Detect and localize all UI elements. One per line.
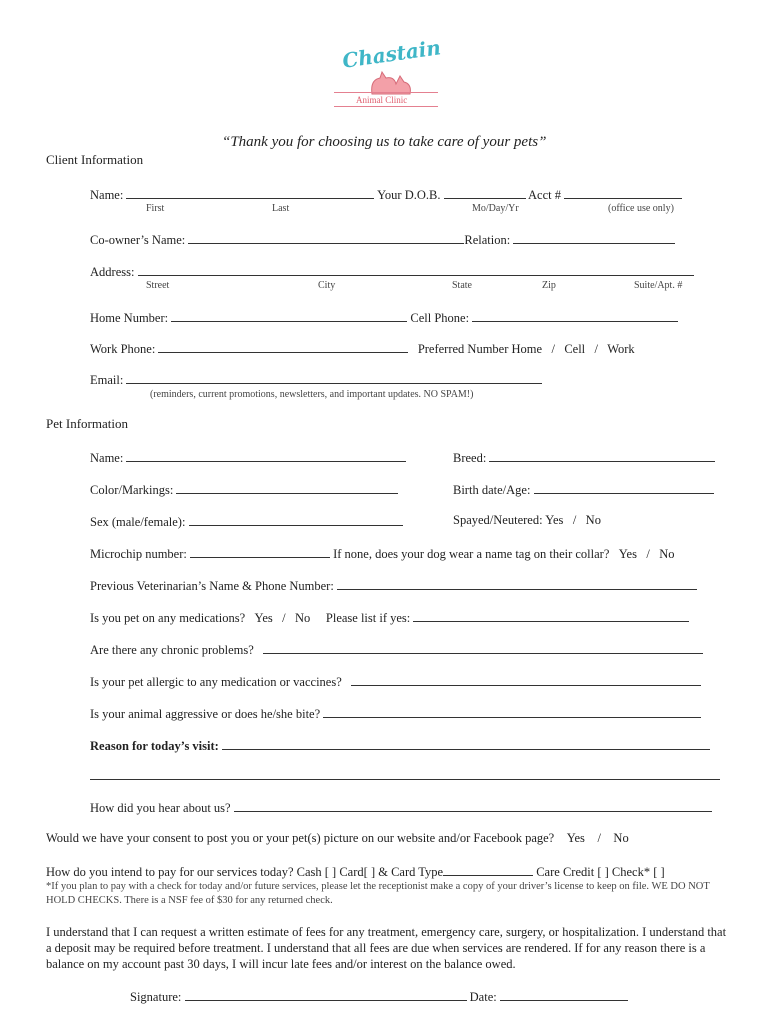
breed-row	[453, 449, 715, 466]
logo-rule	[334, 92, 438, 93]
check-checkbox[interactable]: [ ]	[653, 865, 665, 879]
cat-dog-icon	[366, 68, 416, 98]
cell-label: Cell Phone:	[410, 311, 470, 325]
home-label: Home Number:	[90, 311, 169, 325]
logo-subtitle: Animal Clinic	[356, 95, 408, 105]
payment-question: How do you intend to pay for our services today?	[46, 865, 294, 879]
pref-slash-1: /	[551, 342, 555, 356]
zip-hint: Zip	[542, 280, 556, 291]
card-label: Card	[339, 865, 364, 879]
meds-row	[90, 609, 689, 626]
relation-label: Relation:	[464, 233, 511, 247]
coowner-row	[90, 231, 675, 248]
color-field[interactable]	[176, 481, 398, 494]
spayed-row	[453, 513, 601, 528]
pet-heading: Pet Information	[46, 416, 128, 431]
pet-name-field[interactable]	[126, 449, 406, 462]
allergic-row	[90, 673, 701, 690]
check-label: Check*	[611, 865, 651, 879]
spayed-yes[interactable]: Yes	[545, 513, 564, 527]
meds-no[interactable]: No	[294, 611, 311, 625]
color-row	[90, 481, 398, 498]
consent-yes[interactable]: Yes	[566, 831, 585, 845]
consent-slash: /	[597, 831, 601, 845]
nametag-yes[interactable]: Yes	[618, 547, 637, 561]
chronic-field[interactable]	[263, 641, 703, 654]
first-hint: First	[146, 203, 165, 214]
meds-question: Is you pet on any medications?	[90, 611, 246, 625]
street-hint: Street	[146, 280, 170, 291]
chronic-row	[90, 641, 703, 658]
allergic-question: Is your pet allergic to any medication or vaccines?	[90, 675, 342, 689]
color-label: Color/Markings:	[90, 483, 174, 497]
consent-no[interactable]: No	[613, 831, 629, 845]
agreement-text: I understand that I can request a written estimate of fees for any treatment, emergency care, surgery, or hospitalization. I understand that a deposit may be required before treatment. I understand that all fees are due when services are rendered. If for any reason there is a balance on my account past 30 days, I will incur late fees and/or interest on the balance owed.	[46, 925, 727, 971]
meds-list-field[interactable]	[413, 609, 689, 622]
nametag-question: If none, does your dog wear a name tag on their collar?	[333, 547, 610, 561]
meds-slash: /	[282, 611, 286, 625]
work-label: Work Phone:	[90, 342, 156, 356]
nametag-slash: /	[646, 547, 650, 561]
email-row	[90, 371, 542, 388]
prev-vet-field[interactable]	[337, 577, 697, 590]
cell-field[interactable]	[472, 309, 678, 322]
care-credit-checkbox[interactable]: [ ]	[597, 865, 609, 879]
pet-name-row	[90, 449, 406, 466]
sex-field[interactable]	[189, 513, 403, 526]
card-type-field[interactable]	[443, 863, 533, 876]
clinic-logo	[330, 35, 443, 108]
email-field[interactable]	[126, 371, 542, 384]
birth-label: Birth date/Age:	[453, 483, 531, 497]
cash-label: Cash	[296, 865, 322, 879]
address-row	[90, 263, 694, 280]
care-credit-label: Care Credit	[536, 865, 595, 879]
cash-checkbox[interactable]: [ ]	[324, 865, 337, 879]
last-hint: Last	[272, 203, 290, 214]
email-note: (reminders, current promotions, newsletters, and important updates. NO SPAM!)	[150, 389, 474, 400]
name-label: Name:	[90, 188, 124, 202]
hear-label: How did you hear about us?	[90, 801, 231, 815]
pref-work[interactable]: Work	[607, 342, 635, 356]
logo-rule-bottom	[334, 106, 438, 107]
suite-hint: Suite/Apt. #	[634, 280, 683, 291]
headline: “Thank you for choosing us to take care of your pets”	[222, 134, 547, 150]
date-field[interactable]	[500, 988, 628, 1001]
pref-cell[interactable]: Cell	[564, 342, 586, 356]
meds-yes[interactable]: Yes	[254, 611, 273, 625]
dob-hint: Mo/Day/Yr	[472, 203, 519, 214]
spayed-label: Spayed/Neutered:	[453, 513, 543, 527]
consent-question: Would we have your consent to post you or your pet(s) picture on our website and/or Facebook page?	[46, 831, 555, 845]
relation-field[interactable]	[513, 231, 675, 244]
card-checkbox[interactable]: [ ]	[363, 865, 376, 879]
check-note: *If you plan to pay with a check for today and/or future services, please let the receptionist make a copy of your driver’s license to keep on file. WE DO NOT HOLD CHECKS. There is a NSF fee of $30 for any returned check.	[46, 881, 710, 906]
reason-row	[90, 737, 710, 754]
prev-vet-label: Previous Veterinarian’s Name & Phone Number:	[90, 579, 334, 593]
microchip-label: Microchip number:	[90, 547, 187, 561]
pet-name-label: Name:	[90, 451, 124, 465]
prev-vet-row	[90, 577, 697, 594]
birth-row	[453, 481, 714, 498]
acct-field[interactable]	[564, 186, 682, 199]
spayed-slash: /	[572, 513, 577, 527]
birth-field[interactable]	[534, 481, 714, 494]
nametag-no[interactable]: No	[659, 547, 675, 561]
address-field[interactable]	[138, 263, 694, 276]
chronic-question: Are there any chronic problems?	[90, 643, 254, 657]
signature-row	[130, 988, 628, 1005]
allergic-field[interactable]	[351, 673, 701, 686]
aggressive-row	[90, 705, 701, 722]
reason-field[interactable]	[222, 737, 710, 750]
coowner-field[interactable]	[188, 231, 464, 244]
work-row	[90, 340, 635, 357]
reason-field-2[interactable]	[90, 767, 720, 780]
client-name-field[interactable]	[126, 186, 374, 199]
microchip-field[interactable]	[190, 545, 330, 558]
consent-row	[46, 831, 629, 846]
reason-label: Reason for today’s visit:	[90, 739, 219, 753]
sex-label: Sex (male/female):	[90, 515, 186, 529]
aggressive-field[interactable]	[323, 705, 701, 718]
signature-label: Signature:	[130, 990, 182, 1004]
address-label: Address:	[90, 265, 135, 279]
email-label: Email:	[90, 373, 124, 387]
city-hint: City	[318, 280, 336, 291]
breed-field[interactable]	[489, 449, 715, 462]
signature-field[interactable]	[185, 988, 467, 1001]
pref-home[interactable]: Home	[511, 342, 543, 356]
date-label: Date:	[469, 990, 497, 1004]
microchip-row	[90, 545, 675, 562]
acct-label: Acct #	[528, 188, 562, 202]
home-cell-row	[90, 309, 678, 326]
spayed-no[interactable]: No	[585, 513, 601, 527]
card-type-label: & Card Type	[378, 865, 444, 879]
acct-hint: (office use only)	[608, 203, 674, 214]
work-field[interactable]	[158, 340, 408, 353]
hear-field[interactable]	[234, 799, 712, 812]
coowner-label: Co-owner’s Name:	[90, 233, 186, 247]
dob-field[interactable]	[444, 186, 526, 199]
logo-name: Chastain	[340, 35, 443, 73]
dob-label: Your D.O.B.	[377, 188, 441, 202]
preferred-label: Preferred Number	[417, 342, 509, 356]
breed-label: Breed:	[453, 451, 487, 465]
home-field[interactable]	[171, 309, 407, 322]
payment-row	[46, 863, 665, 880]
client-name-row	[90, 186, 682, 203]
pref-slash-2: /	[594, 342, 599, 356]
meds-list-label: Please list if yes:	[325, 611, 411, 625]
hear-row	[90, 799, 712, 816]
client-heading: Client Information	[46, 152, 144, 167]
aggressive-question: Is your animal aggressive or does he/she bite?	[90, 707, 321, 721]
sex-row	[90, 513, 403, 530]
state-hint: State	[452, 280, 472, 291]
